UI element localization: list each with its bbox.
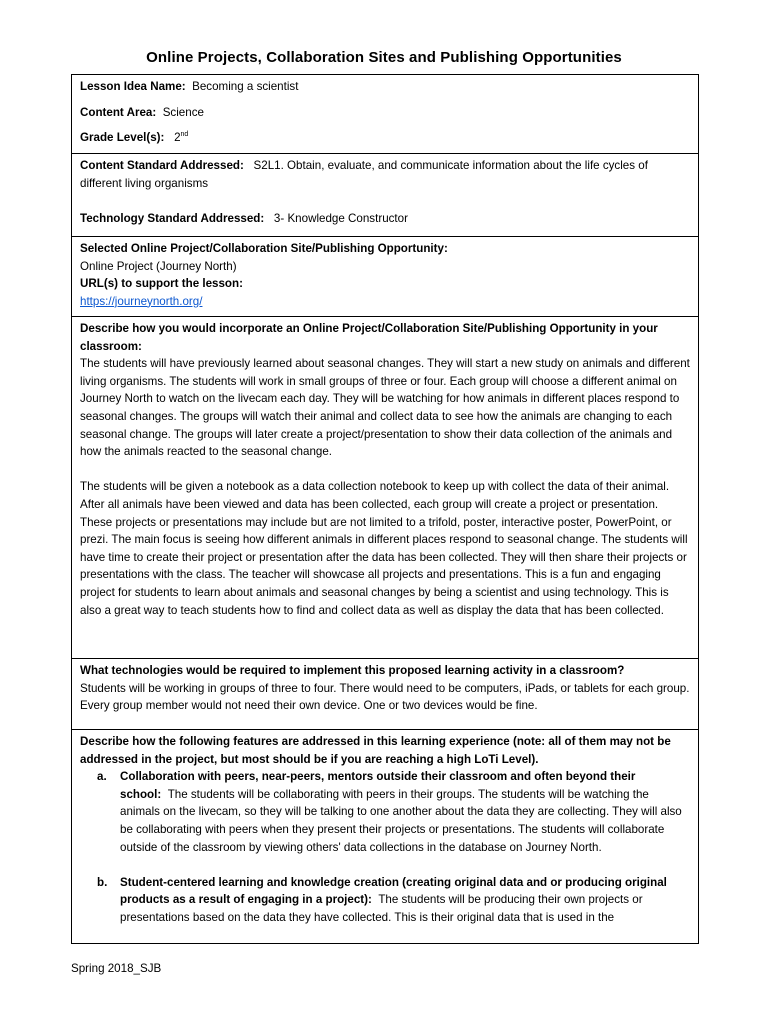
- footer-text: Spring 2018_SJB: [71, 962, 162, 975]
- content-area-value: Science: [162, 105, 204, 119]
- url-label: URL(s) to support the lesson:: [80, 277, 243, 291]
- grade-level-line: [80, 129, 690, 147]
- grade-level-value: 2: [174, 131, 181, 145]
- features-list: [80, 768, 690, 926]
- content-area-line: [80, 104, 690, 122]
- page-title: Online Projects, Collaboration Sites and Publishing Opportunities: [146, 49, 622, 66]
- lesson-idea-label: Lesson Idea Name:: [80, 80, 186, 93]
- feature-a-marker: a.: [97, 770, 107, 784]
- feature-b-marker: b.: [97, 875, 108, 889]
- technologies-body: Students will be working in groups of three to four. There would need to be computers, iPads, or tablets for each group. Every group member would not need their own device. One or two devices would be fine.: [80, 681, 690, 713]
- lesson-plan-table: [71, 74, 699, 944]
- technologies-heading: What technologies would be required to implement this proposed learning activity in a classroom?: [80, 664, 625, 677]
- describe-paragraph-1: The students will have previously learned about seasonal changes. They will start a new study on animals and different living organisms. The students will work in small groups of three or four. Each group will choose a different animal on Journey North to watch on the livecam each day. They will be watching for how animals in different places respond to seasonal changes. The groups will watch their animal and collect data to see how the animals are changing to each seasonal change. The groups will later create a project/presentation to show their data collection of the animals and how the animals reacted to the seasonal change.: [80, 357, 690, 459]
- technologies-cell: [72, 659, 698, 730]
- feature-item-a: [97, 768, 690, 856]
- grade-level-suffix: nd: [180, 131, 189, 139]
- technology-standard-label: Technology Standard Addressed:: [80, 211, 265, 225]
- content-area-label: Content Area:: [80, 105, 157, 119]
- feature-a-text: The students will be collaborating with peers in their groups. The students will be watching the animals on the livecam, so they will be talking to one another about the data they are collecting. They will also be collaborating with peers when they present their projects or presentations. The students will collaborate outside of the classroom by viewing others' data collections in the database on Journey North.: [120, 787, 682, 854]
- technology-standard-line: [80, 210, 690, 228]
- selected-project-label: Selected Online Project/Collaboration Site/Publishing Opportunity:: [80, 242, 448, 255]
- lesson-idea-value: Becoming a scientist: [192, 80, 299, 93]
- journey-north-link[interactable]: https://journeynorth.org/: [80, 294, 203, 308]
- feature-b-label: Student-centered learning and knowledge creation (creating original data and or producing original products as a result of engaging in a project):: [120, 875, 667, 907]
- describe-heading: Describe how you would incorporate an Online Project/Collaboration Site/Publishing Opportunity in your classroom:: [80, 322, 658, 353]
- grade-level-label: Grade Level(s):: [80, 131, 165, 145]
- describe-paragraph-2: The students will be given a notebook as a data collection notebook to keep up with collect the data of their animal. After all animals have been viewed and data has been collected, each group will create a project or presentation. These projects or presentations may include but are not limited to a trifold, poster, interactive poster, PowerPoint, or prezi. The main focus is seeing how different animals in different places respond to seasonal change. The students will have time to create their project or presentation after the data has been collected. They will then share their projects or presentations with the class. The teacher will showcase all projects and presentations. This is a fun and engaging project for students to learn about animals and seasonal changes by being a scientist and using technology. This is also a great way to teach students how to find and collect data as well as display the data that has been collected.: [80, 480, 688, 617]
- content-standard-label: Content Standard Addressed:: [80, 159, 244, 172]
- feature-item-b: [97, 874, 690, 927]
- content-standard-line: [80, 157, 690, 192]
- features-heading: Describe how the following features are addressed in this learning experience (note: all of them may not be addressed in the project, but most should be if you are reaching a high LoTi Level).: [80, 735, 671, 766]
- feature-b-text: The students will be producing their own projects or presentations based on the data they have collected. This is their original data that is used in the: [120, 893, 643, 924]
- describe-cell: [72, 317, 698, 659]
- feature-a-label: Collaboration with peers, near-peers, mentors outside their classroom and often beyond their school:: [120, 770, 636, 801]
- technology-standard-value: 3- Knowledge Constructor: [273, 211, 408, 225]
- content-standard-value: S2L1. Obtain, evaluate, and communicate information about the life cycles of different living organisms: [80, 159, 648, 190]
- lesson-idea-line: [80, 78, 690, 96]
- project-cell: [72, 237, 698, 317]
- features-cell: [72, 730, 698, 944]
- lesson-info-cell: [72, 75, 698, 154]
- standards-cell: [72, 154, 698, 237]
- selected-project-value: Online Project (Journey North): [80, 259, 237, 273]
